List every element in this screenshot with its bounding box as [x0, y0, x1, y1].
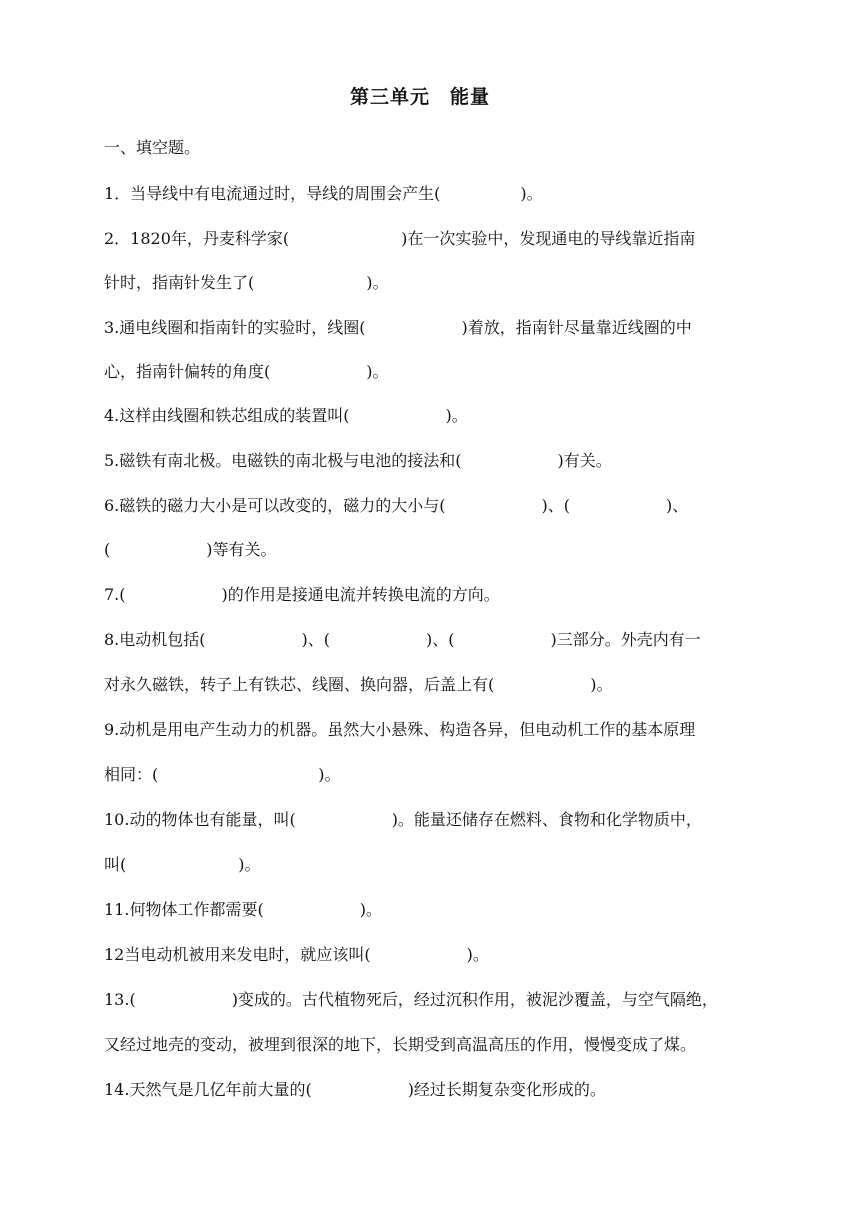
question-line: 针时，指南针发生了( )。	[104, 273, 389, 292]
question-line: 6.磁铁的磁力大小是可以改变的，磁力的大小与( )、( )、	[104, 496, 689, 515]
question-line: ( )等有关。	[104, 540, 277, 559]
page-title: 第三单元 能量	[349, 86, 490, 108]
question-line: 7.( )的作用是接通电流并转换电流的方向。	[104, 585, 500, 604]
question-line: 11.何物体工作都需要( )。	[104, 900, 382, 919]
question-line: 8.电动机包括( )、( )、( )三部分。外壳内有一	[104, 630, 701, 649]
question-line: 2．1820年，丹麦科学家( )在一次实验中，发现通电的导线靠近指南	[104, 229, 696, 248]
question-line: 10.动的物体也有能量，叫( )。能量还储存在燃料、食物和化学物质中，	[104, 810, 702, 829]
section-heading: 一、填空题。	[104, 138, 201, 157]
question-line: 3.通电线圈和指南针的实验时，线圈( )着放，指南针尽量靠近线圈的中	[104, 318, 692, 337]
question-line: 相同：( )。	[104, 765, 341, 784]
question-line: 1．当导线中有电流通过时，导线的周围会产生( )。	[104, 184, 543, 203]
question-line: 13.( )变成的。古代植物死后，经过沉积作用，被泥沙覆盖，与空气隔绝，	[104, 990, 718, 1009]
question-line: 心，指南针偏转的角度( )。	[104, 362, 389, 381]
question-line: 5.磁铁有南北极。电磁铁的南北极与电池的接法和( )有关。	[104, 451, 612, 470]
question-line: 又经过地壳的变动，被埋到很深的地下，长期受到高温高压的作用，慢慢变成了煤。	[104, 1035, 697, 1054]
question-line: 4.这样由线圈和铁芯组成的装置叫( )。	[104, 406, 468, 425]
question-line: 9.动机是用电产生动力的机器。虽然大小悬殊、构造各异，但电动机工作的基本原理	[104, 720, 696, 739]
question-line: 对永久磁铁，转子上有铁芯、线圈、换向器，后盖上有( )。	[104, 675, 613, 694]
question-line: 叫( )。	[104, 855, 261, 874]
question-line: 14.天然气是几亿年前大量的( )经过长期复杂变化形成的。	[104, 1080, 606, 1099]
question-line: 12当电动机被用来发电时，就应该叫( )。	[104, 945, 489, 964]
